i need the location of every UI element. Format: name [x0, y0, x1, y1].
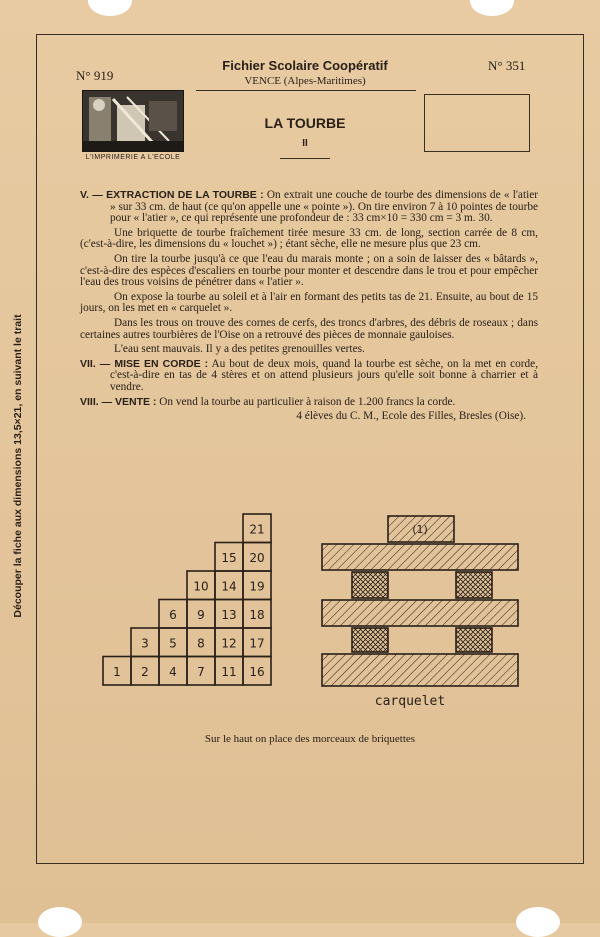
- punch-hole-top-left: [88, 0, 132, 16]
- paragraph-briquette: Une briquette de tourbe fraîchement tirée mesure 33 cm. de long, section carrée de 8 cm, (c'est-à-dire, les dimensions du « louchet ») ; étant sèche, elle ne mesure plus que 23 cm.: [80, 226, 538, 251]
- stair-number: 18: [249, 607, 265, 622]
- stair-number: 6: [169, 607, 177, 622]
- stair-number: 15: [221, 550, 237, 565]
- stair-number: 13: [221, 607, 237, 622]
- stair-number: 21: [249, 522, 265, 537]
- section-viii: [80, 397, 538, 409]
- header-rule: [196, 90, 416, 91]
- section-viii-label: VIII. — VENTE :: [80, 395, 157, 408]
- stair-number: 17: [249, 636, 265, 651]
- right-number: N° 351: [488, 58, 526, 73]
- left-number: N° 919: [76, 68, 114, 83]
- printing-press-logo: [82, 90, 184, 152]
- document-title: LA TOURBE: [264, 115, 346, 131]
- section-v-text: On extrait une couche de tourbe des dimensions de « l'atier » sur 33 cm. de haut (ce qu'on appelle une « pointe »). On tire environ 7 à 10 pointes de tourbe pour « l'atier », ce qui représente une profondeur de : 33 cm×10 = 330 cm = 3 m. 30.: [110, 189, 538, 225]
- header-subtitle: VENCE (Alpes-Maritimes): [244, 75, 366, 87]
- stair-number: 9: [197, 607, 205, 622]
- stair-number: 12: [221, 636, 237, 651]
- stair-number: 2: [141, 664, 149, 679]
- stair-number: 11: [221, 664, 237, 679]
- stair-number: 5: [169, 636, 177, 651]
- signature: 4 élèves du C. M., Ecole des Filles, Bresles (Oise).: [296, 410, 526, 423]
- carquelet-layer-1: [322, 544, 518, 570]
- carquelet-label: carquelet: [374, 694, 446, 709]
- punch-hole-top-right: [470, 0, 514, 16]
- stair-number: 1: [113, 664, 121, 679]
- stair-number: 4: [169, 664, 177, 679]
- section-v: [80, 190, 538, 225]
- section-viii-text: On vend la tourbe au particulier à raison de 1.200 francs la corde.: [159, 395, 456, 408]
- carquelet-layer-2: [322, 600, 518, 626]
- punch-hole-bottom-left: [38, 907, 82, 937]
- section-vii-label: VII. — MISE EN CORDE :: [80, 357, 209, 370]
- punch-hole-bottom-right: [516, 907, 560, 937]
- document-part: II: [302, 138, 308, 149]
- carquelet-block-2b: [456, 628, 492, 652]
- staircase-diagram: [100, 512, 284, 692]
- stair-number: 19: [249, 579, 265, 594]
- figure-caption: Sur le haut on place des morceaux de briquettes: [204, 733, 416, 745]
- stair-number: 10: [193, 579, 209, 594]
- section-v-label: V. — EXTRACTION DE LA TOURBE :: [80, 189, 264, 201]
- stair-number: 8: [197, 636, 205, 651]
- carquelet-block-2a: [352, 628, 388, 652]
- stair-number: 16: [249, 664, 265, 679]
- stamp-box: [424, 94, 530, 152]
- header-title: Fichier Scolaire Coopératif: [222, 58, 388, 73]
- section-vii: [80, 359, 538, 394]
- stair-number: 7: [197, 664, 205, 679]
- paragraph-grenouilles: L'eau sent mauvais. Il y a des petites grenouilles vertes.: [114, 343, 365, 356]
- stair-number: 14: [221, 579, 237, 594]
- carquelet-diagram: [318, 512, 524, 694]
- stair-number: 20: [249, 550, 265, 565]
- top-brick-mark: (1): [412, 523, 428, 536]
- paragraph-trouvailles: Dans les trous on trouve des cornes de cerfs, des troncs d'arbres, des débris de roseaux ; dans certaines autres tourbières de l'Oise on a retrouvé des pièces de monnaie gauloises.: [80, 316, 538, 341]
- title-rule: [280, 158, 330, 159]
- paragraph-batards: On tire la tourbe jusqu'à ce que l'eau du marais monte ; on a soin de laisser des « bâtards », c'est-à-dire des espèces d'escaliers en tourbe pour monter et descendre dans le trou et pour empêcher l'eau des trous voisins de pénétrer dans « l'atier ».: [80, 252, 538, 289]
- carquelet-block-1a: [352, 572, 388, 598]
- logo-caption: L'IMPRIMERIE A L'ECOLE: [85, 154, 181, 161]
- section-vii-text: Au bout de deux mois, quand la tourbe est sèche, on la met en corde, c'est-à-dire en tas de 4 stères et on attend plusieurs jours qu'elle soit bonne à charrier et à vendre.: [110, 357, 539, 393]
- paragraph-carquelet: On expose la tourbe au soleil et à l'air en formant des petits tas de 21. Ensuite, au bout de 15 jours, on les met en « carquelet ».: [80, 290, 538, 315]
- margin-instruction: Découper la fiche aux dimensions 13,5×21, en suivant le trait: [12, 314, 24, 618]
- carquelet-layer-3: [322, 654, 518, 686]
- body-text: [80, 190, 538, 426]
- stair-number: 3: [141, 636, 149, 651]
- carquelet-block-1b: [456, 572, 492, 598]
